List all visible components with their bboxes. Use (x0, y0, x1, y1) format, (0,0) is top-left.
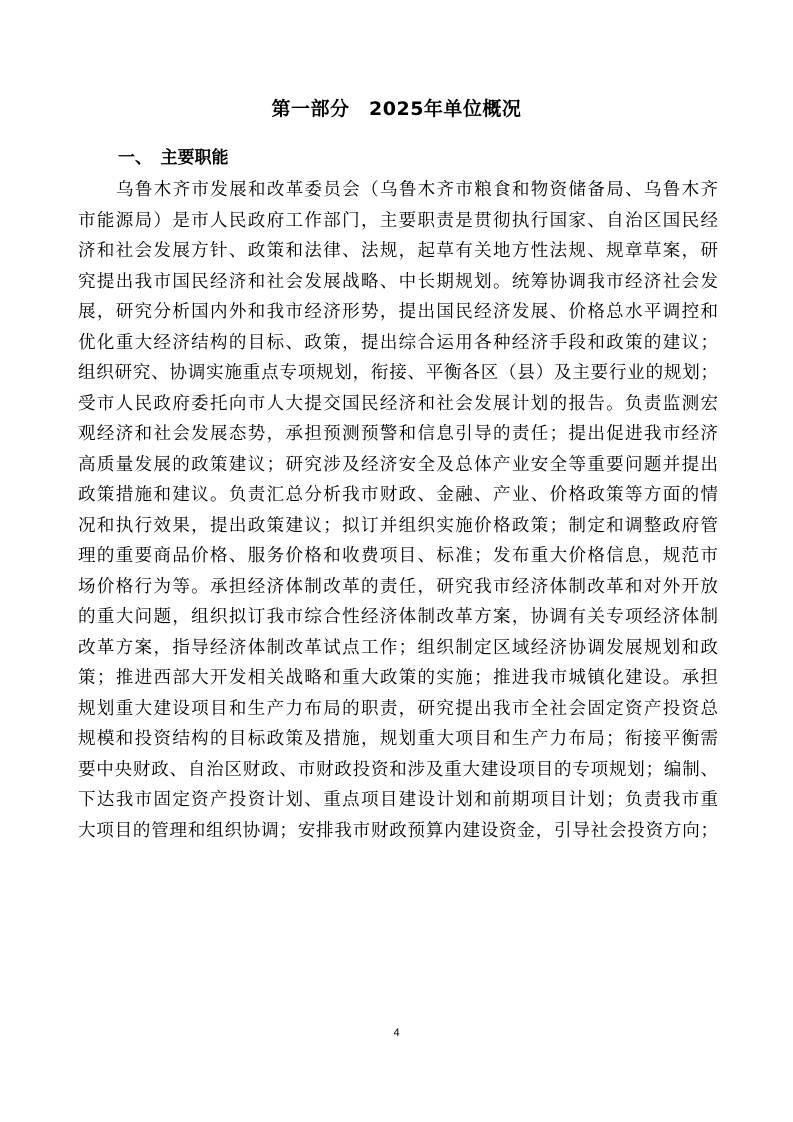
paragraph-line: 理的重要商品价格、服务价格和收费项目、标准；发布重大价格信息，规范市 (78, 546, 718, 566)
paragraph-line: 高质量发展的政策建议；研究涉及经济安全及总体产业安全等重要问题并提出 (78, 454, 718, 475)
page-number: 4 (393, 1027, 400, 1039)
paragraph-line: 规模和投资结构的目标政策及措施，规划重大项目和生产力布局；衔接平衡需 (78, 729, 718, 749)
paragraph-line: 大项目的管理和组织协调；安排我市财政预算内建设资金，引导社会投资方向； (78, 820, 718, 841)
paragraph-line: 要中央财政、自治区财政、市财政投资和涉及重大建设项目的专项规划；编制、 (78, 759, 718, 780)
paragraph-line: 受市人民政府委托向市人大提交国民经济和社会发展计划的报告。负责监测宏 (78, 393, 718, 414)
paragraph-line: 场价格行为等。承担经济体制改革的责任，研究我市经济体制改革和对外开放 (78, 576, 718, 597)
paragraph-line: 规划重大建设项目和生产力布局的职责，研究提出我市全社会固定资产投资总 (78, 698, 718, 719)
paragraph-line: 改革方案，指导经济体制改革试点工作；组织制定区域经济协调发展规划和政 (78, 637, 718, 658)
paragraph-line: 组织研究、协调实施重点专项规划，衔接、平衡各区（县）及主要行业的规划； (78, 363, 718, 383)
paragraph-line: 的重大问题，组织拟订我市综合性经济体制改革方案，协调有关专项经济体制 (78, 607, 718, 627)
body-paragraph (78, 175, 718, 846)
paragraph-line: 乌鲁木齐市发展和改革委员会（乌鲁木齐市粮食和物资储备局、乌鲁木齐 (116, 180, 718, 200)
page-title: 第一部分 2025年单位概况 (271, 98, 522, 120)
paragraph-line: 政策措施和建议。负责汇总分析我市财政、金融、产业、价格政策等方面的情 (78, 485, 718, 505)
paragraph-line: 策；推进西部大开发相关战略和重大政策的实施；推进我市城镇化建设。承担 (78, 668, 718, 688)
section-heading: 一、 主要职能 (118, 148, 229, 168)
paragraph-line: 观经济和社会发展态势，承担预测预警和信息引导的责任；提出促进我市经济 (78, 424, 718, 444)
paragraph-line: 济和社会发展方针、政策和法律、法规，起草有关地方性法规、规章草案，研 (78, 241, 718, 261)
paragraph-line: 下达我市固定资产投资计划、重点项目建设计划和前期项目计划；负责我市重 (78, 790, 718, 810)
paragraph-line: 市能源局）是市人民政府工作部门，主要职责是贯彻执行国家、自治区国民经 (78, 210, 718, 231)
paragraph-line: 究提出我市国民经济和社会发展战略、中长期规划。统筹协调我市经济社会发 (78, 271, 718, 292)
paragraph-line: 优化重大经济结构的目标、政策，提出综合运用各种经济手段和政策的建议； (78, 332, 718, 353)
paragraph-line: 展，研究分析国内外和我市经济形势，提出国民经济发展、价格总水平调控和 (78, 302, 718, 322)
paragraph-line: 况和执行效果，提出政策建议；拟订并组织实施价格政策；制定和调整政府管 (78, 515, 718, 536)
